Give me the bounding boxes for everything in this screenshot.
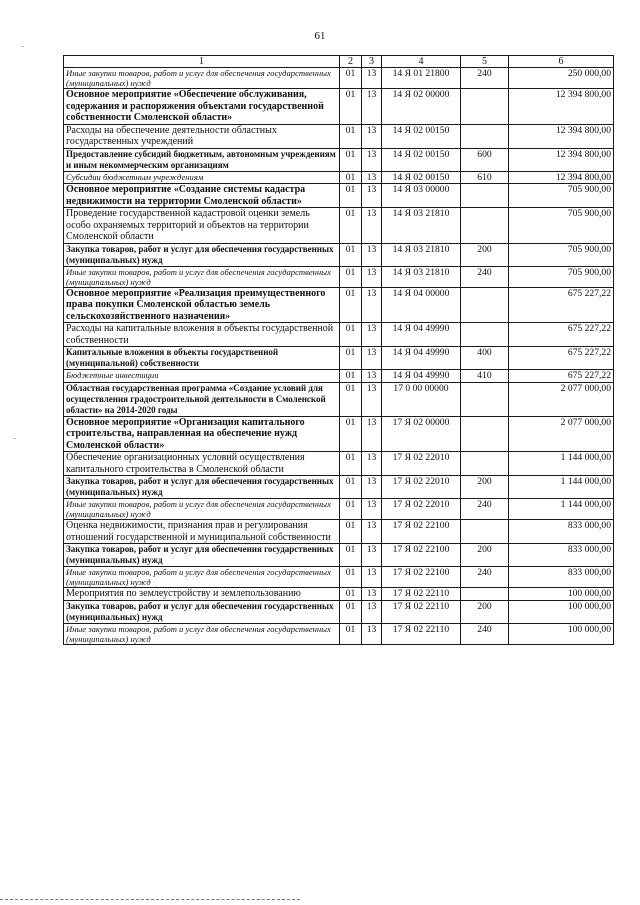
row-expense-type xyxy=(461,382,509,416)
row-subsection-code: 13 xyxy=(362,68,382,89)
row-target-article: 17 Я 02 22110 xyxy=(382,600,461,623)
row-amount: 1 144 000,00 xyxy=(509,499,614,520)
row-subsection-code: 13 xyxy=(362,89,382,125)
row-expense-type: 240 xyxy=(461,567,509,588)
row-description: Иные закупки товаров, работ и услуг для обеспечения государственных (муниципальных) нужд xyxy=(64,266,340,287)
row-expense-type xyxy=(461,416,509,452)
row-section-code: 01 xyxy=(340,452,362,476)
row-description: Закупка товаров, работ и услуг для обеспечения государственных (муниципальных) нужд xyxy=(64,600,340,623)
table-row xyxy=(64,588,614,601)
row-target-article: 14 Я 03 00000 xyxy=(382,184,461,208)
row-description: Иные закупки товаров, работ и услуг для обеспечения государственных (муниципальных) нужд xyxy=(64,68,340,89)
row-description: Капитальные вложения в объекты государственной (муниципальной) собственности xyxy=(64,347,340,370)
row-subsection-code: 13 xyxy=(362,370,382,383)
row-section-code: 01 xyxy=(340,184,362,208)
row-subsection-code: 13 xyxy=(362,600,382,623)
row-description: Оценка недвижимости, признания прав и регулирования отношений государственной и муниципальной собственности xyxy=(64,520,340,544)
row-description: Субсидии бюджетным учреждениям xyxy=(64,171,340,184)
row-section-code: 01 xyxy=(340,370,362,383)
row-amount: 100 000,00 xyxy=(509,588,614,601)
row-description: Бюджетные инвестиции xyxy=(64,370,340,383)
row-target-article: 17 Я 02 22110 xyxy=(382,623,461,644)
row-amount: 1 144 000,00 xyxy=(509,476,614,499)
row-amount: 12 394 800,00 xyxy=(509,148,614,171)
column-header-1: 1 xyxy=(64,56,340,68)
row-section-code: 01 xyxy=(340,416,362,452)
row-amount: 833 000,00 xyxy=(509,520,614,544)
row-amount: 675 227,22 xyxy=(509,370,614,383)
row-description: Расходы на обеспечение деятельности областных государственных учреждений xyxy=(64,124,340,148)
row-subsection-code: 13 xyxy=(362,184,382,208)
row-target-article: 17 Я 02 00000 xyxy=(382,416,461,452)
table-row xyxy=(64,600,614,623)
row-subsection-code: 13 xyxy=(362,623,382,644)
column-header-5: 5 xyxy=(461,56,509,68)
table-row xyxy=(64,323,614,347)
row-subsection-code: 13 xyxy=(362,567,382,588)
row-amount: 705 900,00 xyxy=(509,208,614,244)
row-description: Закупка товаров, работ и услуг для обеспечения государственных (муниципальных) нужд xyxy=(64,243,340,266)
row-target-article: 14 Я 03 21810 xyxy=(382,243,461,266)
row-expense-type: 610 xyxy=(461,171,509,184)
table-row xyxy=(64,476,614,499)
row-target-article: 14 Я 04 49990 xyxy=(382,347,461,370)
row-section-code: 01 xyxy=(340,89,362,125)
row-amount: 833 000,00 xyxy=(509,544,614,567)
row-section-code: 01 xyxy=(340,171,362,184)
row-description: Основное мероприятие «Реализация преимущественного права покупки Смоленской областью земель сельскохозяйственного назначения» xyxy=(64,287,340,323)
scan-edge-line xyxy=(0,899,300,900)
row-section-code: 01 xyxy=(340,520,362,544)
row-amount: 2 077 000,00 xyxy=(509,382,614,416)
row-description: Обеспечение организационных условий осуществления капитального строительства в Смоленской области xyxy=(64,452,340,476)
row-description: Расходы на капитальные вложения в объекты государственной собственности xyxy=(64,323,340,347)
row-subsection-code: 13 xyxy=(362,347,382,370)
row-subsection-code: 13 xyxy=(362,148,382,171)
row-target-article: 14 Я 04 49990 xyxy=(382,370,461,383)
row-subsection-code: 13 xyxy=(362,520,382,544)
scan-mark: . xyxy=(14,432,16,441)
row-expense-type xyxy=(461,208,509,244)
column-header-4: 4 xyxy=(382,56,461,68)
row-expense-type: 240 xyxy=(461,266,509,287)
table-row xyxy=(64,208,614,244)
row-subsection-code: 13 xyxy=(362,171,382,184)
table-row xyxy=(64,544,614,567)
row-expense-type xyxy=(461,124,509,148)
row-target-article: 17 0 00 00000 xyxy=(382,382,461,416)
table-row xyxy=(64,266,614,287)
row-subsection-code: 13 xyxy=(362,243,382,266)
page-number: 61 xyxy=(314,30,326,42)
row-section-code: 01 xyxy=(340,287,362,323)
row-section-code: 01 xyxy=(340,567,362,588)
row-description: Основное мероприятие «Создание системы кадастра недвижимости на территории Смоленской области» xyxy=(64,184,340,208)
row-description: Основное мероприятие «Организация капитального строительства, направленная на обеспечение нужд Смоленской области» xyxy=(64,416,340,452)
row-expense-type: 240 xyxy=(461,68,509,89)
row-subsection-code: 13 xyxy=(362,499,382,520)
table-row xyxy=(64,68,614,89)
table-row xyxy=(64,347,614,370)
row-section-code: 01 xyxy=(340,499,362,520)
row-section-code: 01 xyxy=(340,266,362,287)
row-section-code: 01 xyxy=(340,323,362,347)
row-amount: 675 227,22 xyxy=(509,323,614,347)
row-target-article: 14 Я 01 21800 xyxy=(382,68,461,89)
row-amount: 12 394 800,00 xyxy=(509,89,614,125)
budget-table xyxy=(63,55,614,645)
row-expense-type: 400 xyxy=(461,347,509,370)
row-description: Предоставление субсидий бюджетным, автономным учреждениям и иным некоммерческим организациям xyxy=(64,148,340,171)
row-expense-type: 240 xyxy=(461,623,509,644)
row-description: Мероприятия по землеустройству и землепользованию xyxy=(64,588,340,601)
table-row xyxy=(64,370,614,383)
row-target-article: 17 Я 02 22100 xyxy=(382,520,461,544)
row-subsection-code: 13 xyxy=(362,452,382,476)
row-section-code: 01 xyxy=(340,347,362,370)
table-row xyxy=(64,567,614,588)
row-description: Иные закупки товаров, работ и услуг для обеспечения государственных (муниципальных) нужд xyxy=(64,623,340,644)
row-section-code: 01 xyxy=(340,124,362,148)
row-subsection-code: 13 xyxy=(362,476,382,499)
row-target-article: 14 Я 04 49990 xyxy=(382,323,461,347)
row-subsection-code: 13 xyxy=(362,416,382,452)
row-subsection-code: 13 xyxy=(362,266,382,287)
row-target-article: 17 Я 02 22100 xyxy=(382,567,461,588)
table-row xyxy=(64,416,614,452)
row-target-article: 17 Я 02 22010 xyxy=(382,499,461,520)
row-amount: 833 000,00 xyxy=(509,567,614,588)
table-row xyxy=(64,382,614,416)
row-subsection-code: 13 xyxy=(362,287,382,323)
row-expense-type: 600 xyxy=(461,148,509,171)
row-expense-type xyxy=(461,287,509,323)
row-expense-type: 240 xyxy=(461,499,509,520)
table-row xyxy=(64,184,614,208)
row-expense-type xyxy=(461,588,509,601)
table-row xyxy=(64,623,614,644)
row-expense-type: 200 xyxy=(461,600,509,623)
table-row xyxy=(64,89,614,125)
row-amount: 705 900,00 xyxy=(509,243,614,266)
column-header-3: 3 xyxy=(362,56,382,68)
row-target-article: 17 Я 02 22010 xyxy=(382,476,461,499)
row-subsection-code: 13 xyxy=(362,323,382,347)
row-section-code: 01 xyxy=(340,382,362,416)
row-section-code: 01 xyxy=(340,148,362,171)
budget-table-body xyxy=(64,56,614,645)
table-row xyxy=(64,124,614,148)
row-section-code: 01 xyxy=(340,623,362,644)
row-target-article: 14 Я 02 00150 xyxy=(382,124,461,148)
row-amount: 250 000,00 xyxy=(509,68,614,89)
row-amount: 12 394 800,00 xyxy=(509,171,614,184)
row-amount: 675 227,22 xyxy=(509,287,614,323)
row-expense-type xyxy=(461,520,509,544)
table-row xyxy=(64,148,614,171)
row-expense-type xyxy=(461,323,509,347)
row-amount: 1 144 000,00 xyxy=(509,452,614,476)
row-section-code: 01 xyxy=(340,243,362,266)
row-section-code: 01 xyxy=(340,588,362,601)
row-expense-type: 200 xyxy=(461,476,509,499)
row-target-article: 14 Я 03 21810 xyxy=(382,208,461,244)
row-target-article: 14 Я 02 00150 xyxy=(382,171,461,184)
row-expense-type xyxy=(461,184,509,208)
row-target-article: 17 Я 02 22110 xyxy=(382,588,461,601)
row-amount: 675 227,22 xyxy=(509,347,614,370)
scan-mark: . xyxy=(22,40,24,49)
row-subsection-code: 13 xyxy=(362,382,382,416)
row-amount: 705 900,00 xyxy=(509,184,614,208)
row-subsection-code: 13 xyxy=(362,544,382,567)
table-header-row xyxy=(64,56,614,68)
row-description: Проведение государственной кадастровой оценки земель особо охраняемых территорий и объектов на территории Смоленской области xyxy=(64,208,340,244)
row-subsection-code: 13 xyxy=(362,588,382,601)
table-row xyxy=(64,287,614,323)
table-row xyxy=(64,243,614,266)
row-amount: 100 000,00 xyxy=(509,623,614,644)
row-amount: 100 000,00 xyxy=(509,600,614,623)
row-section-code: 01 xyxy=(340,208,362,244)
row-description: Закупка товаров, работ и услуг для обеспечения государственных (муниципальных) нужд xyxy=(64,544,340,567)
row-description: Закупка товаров, работ и услуг для обеспечения государственных (муниципальных) нужд xyxy=(64,476,340,499)
row-target-article: 17 Я 02 22100 xyxy=(382,544,461,567)
table-row xyxy=(64,520,614,544)
row-subsection-code: 13 xyxy=(362,208,382,244)
row-subsection-code: 13 xyxy=(362,124,382,148)
row-expense-type xyxy=(461,89,509,125)
row-amount: 705 900,00 xyxy=(509,266,614,287)
row-description: Основное мероприятие «Обеспечение обслуживания, содержания и распоряжения объектами государственной собственности Смоленской области» xyxy=(64,89,340,125)
row-amount: 12 394 800,00 xyxy=(509,124,614,148)
table-row xyxy=(64,499,614,520)
row-expense-type: 200 xyxy=(461,243,509,266)
row-expense-type xyxy=(461,452,509,476)
row-amount: 2 077 000,00 xyxy=(509,416,614,452)
row-section-code: 01 xyxy=(340,600,362,623)
row-expense-type: 200 xyxy=(461,544,509,567)
table-row xyxy=(64,452,614,476)
row-description: Иные закупки товаров, работ и услуг для обеспечения государственных (муниципальных) нужд xyxy=(64,567,340,588)
row-section-code: 01 xyxy=(340,476,362,499)
row-target-article: 14 Я 03 21810 xyxy=(382,266,461,287)
row-section-code: 01 xyxy=(340,544,362,567)
column-header-2: 2 xyxy=(340,56,362,68)
row-target-article: 17 Я 02 22010 xyxy=(382,452,461,476)
row-target-article: 14 Я 02 00000 xyxy=(382,89,461,125)
table-row xyxy=(64,171,614,184)
row-target-article: 14 Я 02 00150 xyxy=(382,148,461,171)
row-description: Иные закупки товаров, работ и услуг для обеспечения государственных (муниципальных) нужд xyxy=(64,499,340,520)
column-header-6: 6 xyxy=(509,56,614,68)
row-target-article: 14 Я 04 00000 xyxy=(382,287,461,323)
row-expense-type: 410 xyxy=(461,370,509,383)
row-description: Областная государственная программа «Создание условий для осуществления градостроительной деятельности в Смоленской области» на 2014-2020 годы xyxy=(64,382,340,416)
row-section-code: 01 xyxy=(340,68,362,89)
